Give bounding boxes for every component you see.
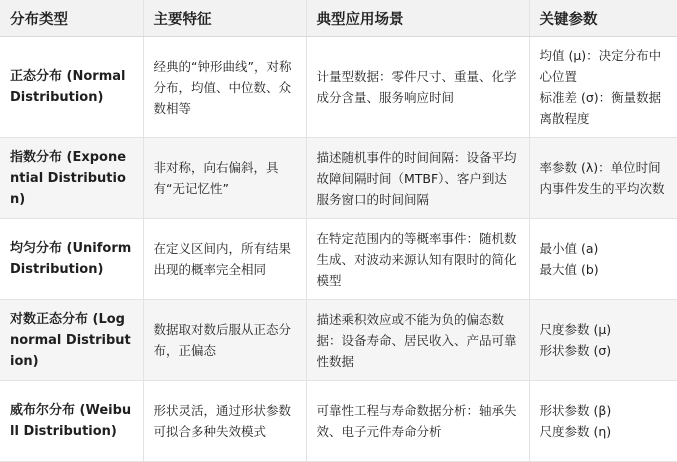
scenario-cell: 描述乘积效应或不能为负的偏态数据：设备寿命、居民收入、产品可靠性数据 [306, 300, 529, 381]
scenario-cell: 描述随机事件的时间间隔：设备平均故障间隔时间（MTBF）、客户到达服务窗口的时间间隔 [306, 138, 529, 219]
distribution-name: 正态分布 (Normal Distribution) [0, 37, 143, 138]
params-cell [529, 300, 677, 381]
distribution-name: 均匀分布 (Uniform Distribution) [0, 219, 143, 300]
param-line: 率参数 (λ)：单位时间内事件发生的平均次数 [539, 160, 665, 196]
table-row [0, 138, 677, 219]
params-cell [529, 138, 677, 219]
feature-cell: 形状灵活，通过形状参数可拟合多种失效模式 [143, 381, 306, 462]
feature-cell: 非对称，向右偏斜，具有“无记忆性” [143, 138, 306, 219]
header-row [0, 0, 677, 37]
scenario-cell: 在特定范围内的等概率事件：随机数生成、对波动来源认知有限时的简化模型 [306, 219, 529, 300]
params-cell [529, 381, 677, 462]
param-line: 尺度参数 (η) [539, 424, 612, 439]
distribution-name: 对数正态分布 (Lognormal Distribution) [0, 300, 143, 381]
param-line: 标准差 (σ)：衡量数据离散程度 [539, 90, 662, 126]
feature-cell: 数据取对数后服从正态分布，正偏态 [143, 300, 306, 381]
table-row [0, 219, 677, 300]
param-line: 尺度参数 (μ) [539, 322, 612, 337]
header-typical-scenarios: 典型应用场景 [306, 0, 529, 37]
header-main-features: 主要特征 [143, 0, 306, 37]
table-row [0, 37, 677, 138]
param-line: 最大值 (b) [539, 262, 599, 277]
param-line: 形状参数 (σ) [539, 343, 612, 358]
header-key-parameters: 关键参数 [529, 0, 677, 37]
scenario-cell: 计量型数据：零件尺寸、重量、化学成分含量、服务响应时间 [306, 37, 529, 138]
header-distribution-type: 分布类型 [0, 0, 143, 37]
param-line: 最小值 (a) [539, 241, 599, 256]
scenario-cell: 可靠性工程与寿命数据分析：轴承失效、电子元件寿命分析 [306, 381, 529, 462]
param-line: 形状参数 (β) [539, 403, 612, 418]
distribution-name: 威布尔分布 (Weibull Distribution) [0, 381, 143, 462]
params-cell [529, 219, 677, 300]
param-line: 均值 (μ)：决定分布中心位置 [539, 48, 662, 84]
feature-cell: 经典的“钟形曲线”，对称分布，均值、中位数、众数相等 [143, 37, 306, 138]
feature-cell: 在定义区间内，所有结果出现的概率完全相同 [143, 219, 306, 300]
table-row [0, 381, 677, 462]
params-cell [529, 37, 677, 138]
distribution-name: 指数分布 (Exponential Distribution) [0, 138, 143, 219]
table-row [0, 300, 677, 381]
